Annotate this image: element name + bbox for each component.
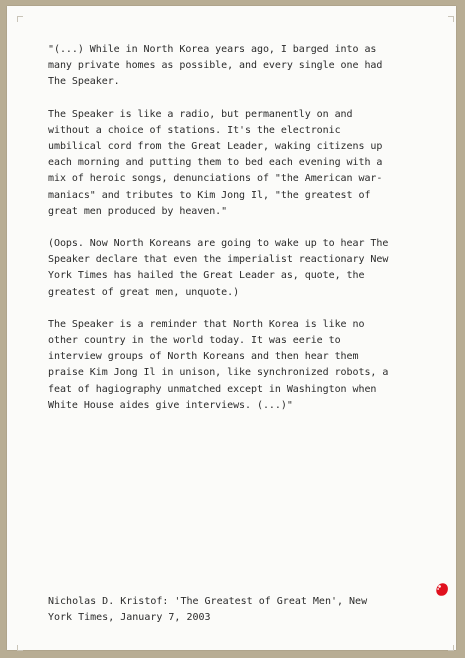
corner-mark	[448, 16, 454, 22]
paragraph-2	[48, 107, 443, 220]
paragraph-4	[48, 317, 443, 414]
text-line: maniacs" and tributes to Kim Jong Il, "the greatest of	[48, 189, 371, 201]
text-line: "(...) While in North Korea years ago, I barged into as	[48, 44, 377, 55]
paragraph-3	[48, 236, 443, 301]
text-line: York Times has hailed the Great Leader as, quote, the	[48, 270, 365, 282]
text-line: Speaker declare that even the imperialist reactionary New	[48, 254, 389, 266]
corner-mark	[17, 645, 23, 651]
corner-mark	[17, 16, 23, 22]
quote-body	[48, 42, 443, 414]
citation	[48, 594, 443, 626]
text-line: umbilical cord from the Great Leader, waking citizens up	[48, 141, 383, 153]
paragraph-gap	[48, 220, 443, 236]
text-line: (Oops. Now North Koreans are going to wake up to hear The	[48, 238, 389, 250]
paragraph-gap	[48, 301, 443, 317]
text-line: The Speaker is a reminder that North Korea is like no	[48, 318, 365, 330]
paragraph-1	[48, 42, 443, 91]
text-line: greatest of great men, unquote.)	[48, 286, 240, 298]
text-line: feat of hagiography unmatched except in Washington when	[48, 383, 377, 395]
paragraph-gap	[48, 91, 443, 107]
text-line: The Speaker.	[48, 76, 120, 88]
citation-line: York Times, January 7, 2003	[48, 612, 211, 624]
text-line: praise Kim Jong Il in unison, like synchronized robots, a	[48, 367, 389, 379]
paper-sheet	[7, 6, 456, 650]
text-line: White House aides give interviews. (...)"	[48, 399, 293, 411]
citation-line: Nicholas D. Kristof: 'The Greatest of Great Men', New	[48, 596, 368, 607]
text-line: interview groups of North Koreans and then hear them	[48, 351, 359, 363]
text-line: without a choice of stations. It's the electronic	[48, 124, 341, 136]
text-line: mix of heroic songs, denunciations of "the American war-	[48, 173, 383, 185]
text-line: great men produced by heaven."	[48, 205, 228, 217]
text-line: many private homes as possible, and every single one had	[48, 60, 383, 72]
text-line: other country in the world today. It was eerie to	[48, 335, 341, 347]
corner-mark	[448, 645, 454, 651]
text-line: The Speaker is like a radio, but permanently on and	[48, 108, 353, 120]
text-line: each morning and putting them to bed each evening with a	[48, 157, 383, 169]
